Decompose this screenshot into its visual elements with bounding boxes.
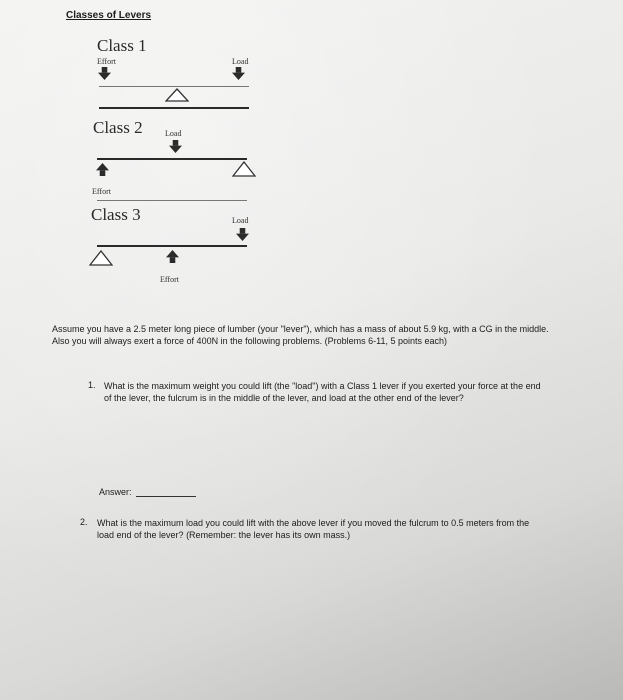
class2-label: Class 2 — [93, 118, 143, 137]
class2-effort-label: Effort — [92, 187, 111, 196]
class3-load-arrow-icon — [236, 228, 249, 241]
class1-load-arrow-icon — [232, 67, 245, 80]
question-2-number: 2. — [80, 517, 88, 527]
class2-fulcrum-icon — [232, 161, 256, 177]
class3-fulcrum-icon — [89, 250, 113, 266]
class1-load-label: Load — [232, 57, 249, 66]
class2-load-arrow-icon — [169, 140, 182, 153]
class1-lever-bar — [99, 107, 249, 109]
problem-intro: Assume you have a 2.5 meter long piece of lumber (your "lever"), which has a mass of about 5.9 kg, with a CG in the middle. Also you will always exert a force of 400N in the following problems. (Problems 6-11, 5 points each) — [52, 324, 549, 346]
class2-effort-arrow-icon — [96, 163, 109, 176]
question-1-number: 1. — [88, 380, 96, 390]
class1-effort-arrow-icon — [98, 67, 111, 80]
class2-lever-bar — [97, 158, 247, 160]
class2-guide-line — [97, 200, 247, 201]
class2-load-label: Load — [165, 129, 182, 138]
answer-field[interactable] — [99, 487, 196, 497]
class3-label: Class 3 — [91, 205, 141, 224]
question-2-text: What is the maximum load you could lift with the above lever if you moved the fulcrum to 0.5 meters from the load end of the lever? (Remember: the lever has its own mass.) — [97, 518, 530, 540]
page-title: Classes of Levers — [66, 10, 152, 21]
class3-effort-arrow-icon — [166, 250, 179, 263]
class3-load-label: Load — [232, 216, 249, 225]
class1-fulcrum-icon — [165, 88, 189, 102]
class3-lever-bar — [97, 245, 247, 247]
class1-label: Class 1 — [97, 36, 147, 55]
class3-effort-label: Effort — [160, 275, 179, 284]
answer-blank-line[interactable] — [136, 488, 196, 497]
class1-guide-line — [99, 86, 249, 87]
question-1-text: What is the maximum weight you could lift (the "load") with a Class 1 lever if you exerted your force at the end of the lever, the fulcrum is in the middle of the lever, and load at the other end of the lever? — [104, 381, 541, 403]
answer-label: Answer: — [99, 487, 132, 497]
class1-effort-label: Effort — [97, 57, 116, 66]
